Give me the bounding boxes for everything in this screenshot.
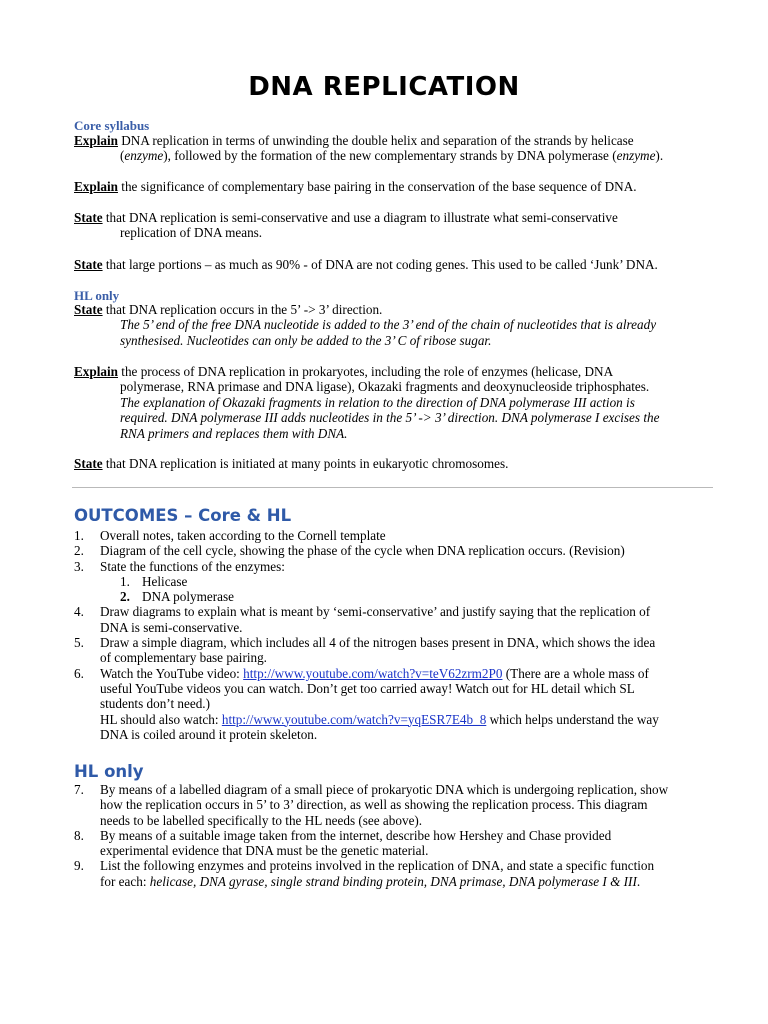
text: ). xyxy=(655,148,664,164)
item-text: By means of a suitable image taken from the internet, describe how Hershey and Chase provided xyxy=(100,827,612,843)
item-text: for each: xyxy=(100,873,150,889)
hl-outcomes-list xyxy=(74,782,724,889)
text: The 5’ end of the free DNA nucleotide is added to the 3’ end of the chain of nucleotides that is already xyxy=(120,317,657,333)
youtube-link-hl[interactable]: http://www.youtube.com/watch?v=yqESR7E4b_8 xyxy=(221,711,487,727)
sub-list-item xyxy=(74,574,724,589)
item-text: Overall notes, taken according to the Cornell template xyxy=(100,528,386,543)
core-paragraph-4 xyxy=(74,257,714,272)
item-text: DNA polymerase xyxy=(142,589,234,605)
text: RNA primers and replaces them with DNA. xyxy=(120,425,348,441)
list-item xyxy=(74,559,724,574)
core-syllabus-heading: Core syllabus xyxy=(74,118,150,133)
text: the significance of complementary base pairing in the conservation of the base sequence of DNA. xyxy=(117,179,637,194)
horizontal-rule xyxy=(72,487,713,488)
item-number: 9. xyxy=(74,858,84,874)
item-number: 4. xyxy=(74,604,84,620)
text: that large portions – as much as 90% - of DNA are not coding genes. This used to be called ‘Junk’ DNA. xyxy=(102,257,658,272)
item-number: 2. xyxy=(74,543,84,559)
item-text: . xyxy=(636,873,641,889)
item-number: 5. xyxy=(74,635,84,651)
item-text: DNA is coiled around it protein skeleton. xyxy=(100,726,318,742)
keyword: State xyxy=(74,210,103,225)
hl-only-heading: HL only xyxy=(74,762,144,781)
text: enzyme xyxy=(616,148,656,164)
keyword: Explain xyxy=(74,179,118,194)
sub-list-item xyxy=(74,589,724,604)
item-text: Diagram of the cell cycle, showing the phase of the cycle when DNA replication occurs. (Revision) xyxy=(100,543,625,559)
list-item xyxy=(74,828,724,859)
list-item xyxy=(74,635,724,666)
hl-paragraph-3 xyxy=(74,456,714,471)
item-text: how the replication occurs in 5’ to 3’ direction, as well as showing the replication process. This diagram xyxy=(100,797,648,813)
keyword: State xyxy=(74,302,103,317)
text: that DNA replication occurs in the 5’ -> 3’ direction. xyxy=(102,302,383,317)
keyword: Explain xyxy=(74,364,118,379)
item-number: 1. xyxy=(120,573,130,589)
core-paragraph-3 xyxy=(74,210,714,241)
item-number: 8. xyxy=(74,827,84,843)
item-text: students don’t need.) xyxy=(100,696,211,712)
page-title: DNA REPLICATION xyxy=(248,72,520,102)
text: enzyme xyxy=(124,148,164,164)
list-item xyxy=(74,782,724,828)
item-text: Draw diagrams to explain what is meant by ‘semi-conservative’ and justify saying that the replication of xyxy=(100,604,651,620)
text: The explanation of Okazaki fragments in relation to the direction of DNA polymerase III action is xyxy=(120,394,635,410)
item-text: which helps understand the way xyxy=(486,711,659,727)
text: DNA replication in terms of unwinding the double helix and separation of the strands by helicase xyxy=(117,133,634,148)
item-text: (There are a whole mass of xyxy=(502,665,649,681)
item-number: 7. xyxy=(74,782,84,797)
item-number: 6. xyxy=(74,665,84,681)
youtube-link[interactable]: http://www.youtube.com/watch?v=teV62zrm2P0 xyxy=(243,665,503,681)
text: required. DNA polymerase III adds nucleotides in the 5’ -> 3’ direction. DNA polymerase I excises the xyxy=(120,410,660,426)
item-text: State the functions of the enzymes: xyxy=(100,558,285,574)
text: ( xyxy=(120,148,125,164)
text: polymerase, RNA primase and DNA ligase), Okazaki fragments and deoxynucleoside triphosphates. xyxy=(120,379,650,395)
text: that DNA replication is semi-conservative and use a diagram to illustrate what semi-conservative xyxy=(102,210,618,225)
hl-paragraph-2 xyxy=(74,364,714,441)
keyword: Explain xyxy=(74,133,118,148)
item-text: Watch the YouTube video: xyxy=(100,665,244,681)
item-text: DNA is semi-conservative. xyxy=(100,619,243,635)
keyword: State xyxy=(74,257,103,272)
list-item xyxy=(74,604,724,635)
text: that DNA replication is initiated at many points in eukaryotic chromosomes. xyxy=(102,456,509,471)
item-number: 1. xyxy=(74,528,84,543)
hl-only-subheading: HL only xyxy=(74,288,120,303)
item-text: helicase, DNA gyrase, single strand binding protein, DNA primase, DNA polymerase I & III xyxy=(149,873,637,889)
item-text: HL should also watch: xyxy=(100,711,222,727)
item-text: Helicase xyxy=(142,573,188,589)
item-text: By means of a labelled diagram of a small piece of prokaryotic DNA which is undergoing replication, show xyxy=(100,782,669,797)
item-text: useful YouTube videos you can watch. Don’t get too carried away! Watch out for HL detail which SL xyxy=(100,680,635,696)
list-item xyxy=(74,528,724,543)
text: ), followed by the formation of the new complementary strands by DNA polymerase ( xyxy=(163,148,617,164)
core-paragraph-1 xyxy=(74,133,714,164)
list-item xyxy=(74,858,724,889)
text: the process of DNA replication in prokaryotes, including the role of enzymes (helicase, DNA xyxy=(117,364,614,379)
item-text: Draw a simple diagram, which includes all 4 of the nitrogen bases present in DNA, which shows the idea xyxy=(100,635,656,651)
item-text: needs to be labelled specifically to the HL needs (see above). xyxy=(100,812,423,828)
keyword: State xyxy=(74,456,103,471)
item-number: 2. xyxy=(120,589,130,605)
outcomes-list xyxy=(74,528,724,742)
text: replication of DNA means. xyxy=(120,225,263,241)
text: synthesised. Nucleotides can only be added to the 3’ C of ribose sugar. xyxy=(120,332,492,348)
item-text: of complementary base pairing. xyxy=(100,650,267,666)
item-text: List the following enzymes and proteins involved in the replication of DNA, and state a specific function xyxy=(100,858,655,874)
list-item xyxy=(74,543,724,558)
item-text: experimental evidence that DNA must be the genetic material. xyxy=(100,843,429,859)
hl-paragraph-1 xyxy=(74,302,714,348)
core-paragraph-2 xyxy=(74,179,714,194)
list-item xyxy=(74,666,724,742)
outcomes-heading: OUTCOMES – Core & HL xyxy=(74,506,292,525)
item-number: 3. xyxy=(74,558,84,574)
